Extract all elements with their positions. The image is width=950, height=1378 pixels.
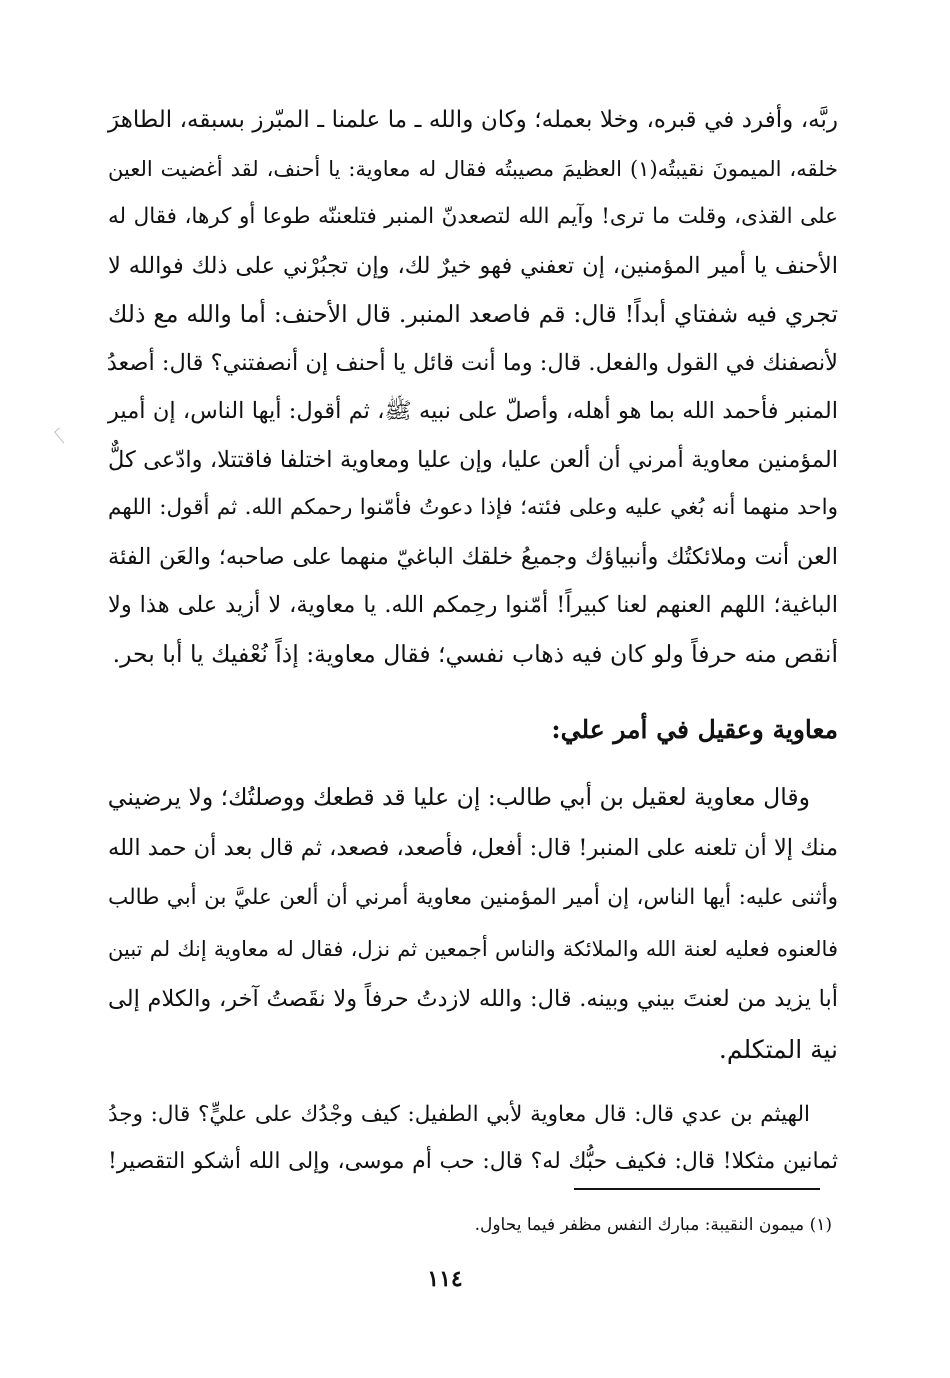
paragraph-3 xyxy=(108,1091,838,1185)
paragraph-2 xyxy=(108,772,838,1075)
text-line: العن أنت وملائكتُك وأنبياؤك وجميعُ خلقك الباغيّ منهما على صاحبه؛ والعَن الفئة xyxy=(108,543,838,570)
text-line: الأحنف يا أمير المؤمنين، إن تعفني فهو خيرٌ لك، وإن تجبُرْني على ذلك فوالله لا xyxy=(108,252,838,279)
text-line: لأنصفنك في القول والفعل. قال: وما أنت قائل يا أحنف إن أنصفتني؟ قال: أصعدُ xyxy=(106,349,838,376)
text-line: الباغية؛ اللهم العنهم لعنا كبيراً! أمّنوا رحِمكم الله. يا معاوية، لا أزيد على هذا ولا xyxy=(108,592,838,618)
section-heading: معاوية وعقيل في أمر علي: xyxy=(551,715,838,744)
paragraph-1 xyxy=(108,96,838,678)
text-line: منك إلا أن تلعنه على المنبر! قال: أفعل، فأصعد، فصعد، ثم قال بعد أن حمد الله xyxy=(108,834,838,861)
page-body xyxy=(108,96,838,1185)
text-line: وأثنى عليه: أيها الناس، إن أمير المؤمنين معاوية أمرني أن ألعن عليَّ بن أبي طالب xyxy=(108,885,838,910)
footnote-divider xyxy=(574,1188,820,1190)
text-line: المنبر فأحمد الله بما هو أهله، وأصلّ على نبيه ﷺ، ثم أقول: أيها الناس، إن أمير xyxy=(108,398,838,424)
footnote: (١) ميمون النقيبة: مبارك النفس مظفر فيما يحاول. xyxy=(474,1215,832,1235)
text-line: نية المتكلم. xyxy=(718,1034,838,1064)
text-line: أبا يزيد من لعنتَ بيني وبينه. قال: والله لازدتُ حرفاً ولا نقَصتُ آخر، والكلام إلى xyxy=(108,986,838,1012)
page-number: ١١٤ xyxy=(427,1266,463,1292)
text-line: وقال معاوية لعقيل بن أبي طالب: إن عليا قد قطعك ووصلتُك؛ ولا يرضيني xyxy=(107,783,810,811)
text-line: خلقه، الميمونَ نقيبتُه(١) العظيمَ مصيبتُه فقال له معاوية: يا أحنف، لقد أغضيت العين xyxy=(108,156,839,181)
text-line: ربَّه، وأفرد في قبره، وخلا بعمله؛ وكان والله ـ ما علمنا ـ المبّرز بسبقه، الطاهرَ xyxy=(108,107,838,133)
text-line: أنقص منه حرفاً ولو كان فيه ذهاب نفسي؛ فقال معاوية: إذاً نُعْفيك يا أبا بحر. xyxy=(112,639,838,668)
text-line: على القذى، وقلت ما ترى! وآيم الله لتصعدنّ المنبر فتلعننّه طوعا أو كرها، فقال له xyxy=(108,204,838,229)
text-line: المؤمنين معاوية أمرني أن ألعن عليا، وإن عليا ومعاوية اختلفا فاقتتلا، وادّعى كلٌّ xyxy=(108,446,838,473)
text-line: واحد منهما أنه بُغي عليه وعلى فئته؛ فإذا دعوتُ فأمّنوا رحمكم الله. ثم أقول: اللهم xyxy=(108,495,838,520)
text-line: ثمانين مثكلا! قال: فكيف حبُّك له؟ قال: حب أم موسى، وإلى الله أشكو التقصير! xyxy=(108,1149,838,1174)
text-line: الهيثم بن عدي قال: قال معاوية لأبي الطفيل: كيف وجْدُك على عليٍّ؟ قال: وجدُ xyxy=(108,1102,810,1127)
margin-mark xyxy=(54,428,69,444)
text-line: تجري فيه شفتاي أبداً! قال: قم فاصعد المنبر. قال الأحنف: أما والله مع ذلك xyxy=(108,300,838,328)
text-line: فالعنوه فعليه لعنة الله والملائكة والناس أجمعين ثم نزل، فقال له معاوية إنك لم تبين xyxy=(108,936,838,961)
